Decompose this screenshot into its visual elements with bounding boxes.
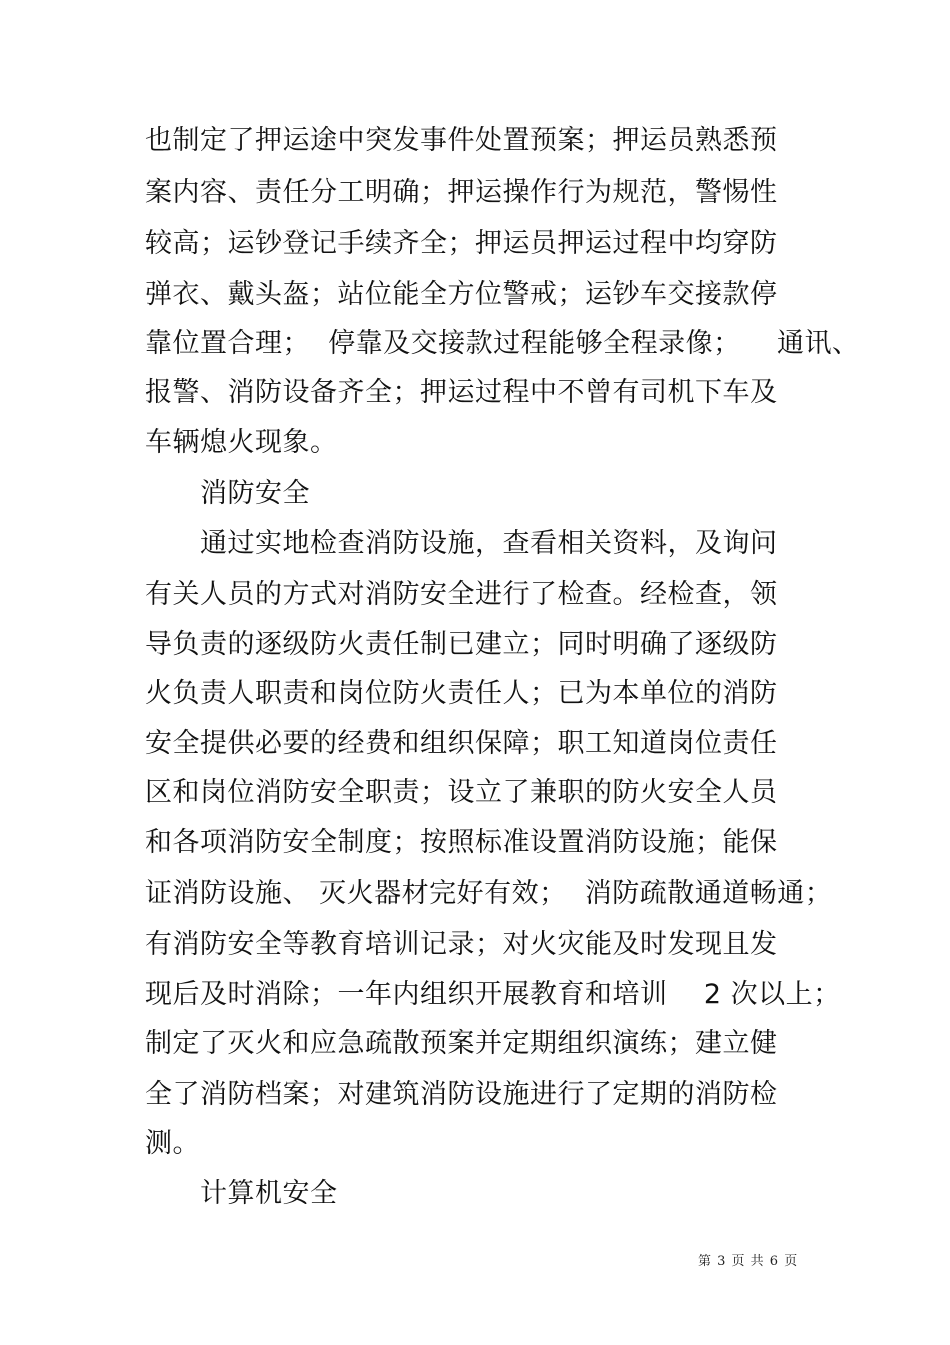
paragraph-2-line-8: 证消防设施、 灭火器材完好有效； 消防疏散通道畅通； — [145, 878, 833, 909]
section-heading-computer-safety: 计算机安全 — [200, 1178, 338, 1209]
paragraph-2-line-11: 制定了灭火和应急疏散预案并定期组织演练；建立健 — [145, 1028, 778, 1059]
paragraph-2-line-10: 现后及时消除；一年内组织开展教育和培训 2 次以上； — [145, 979, 841, 1010]
section-heading-fire-safety: 消防安全 — [200, 478, 310, 509]
paragraph-1-line-1: 也制定了押运途中突发事件处置预案；押运员熟悉预 — [145, 125, 778, 156]
paragraph-2-line-3: 导负责的逐级防火责任制已建立；同时明确了逐级防 — [145, 629, 778, 660]
paragraph-2-line-7: 和各项消防安全制度；按照标准设置消防设施；能保 — [145, 827, 778, 858]
paragraph-1-line-2: 案内容、责任分工明确；押运操作行为规范，警惕性 — [145, 177, 778, 208]
paragraph-2-line-4: 火负责人职责和岗位防火责任人；已为本单位的消防 — [145, 678, 778, 709]
paragraph-1-line-3: 较高；运钞登记手续齐全；押运员押运过程中均穿防 — [145, 228, 778, 259]
paragraph-1-line-5: 靠位置合理； 停靠及交接款过程能够全程录像； 通讯、 — [145, 328, 860, 359]
paragraph-1-line-7: 车辆熄火现象。 — [145, 427, 338, 458]
paragraph-2-line-6: 区和岗位消防安全职责；设立了兼职的防火安全人员 — [145, 777, 778, 808]
paragraph-1-line-6: 报警、消防设备齐全；押运过程中不曾有司机下车及 — [145, 377, 778, 408]
paragraph-2-line-1: 通过实地检查消防设施，查看相关资料，及询问 — [200, 528, 778, 559]
paragraph-2-line-2: 有关人员的方式对消防安全进行了检查。经检查，领 — [145, 579, 778, 610]
page-number-footer: 第 3 页 共 6 页 — [698, 1254, 799, 1269]
paragraph-2-line-5: 安全提供必要的经费和组织保障；职工知道岗位责任 — [145, 728, 778, 759]
paragraph-2-line-12: 全了消防档案；对建筑消防设施进行了定期的消防检 — [145, 1079, 778, 1110]
paragraph-2-line-9: 有消防安全等教育培训记录；对火灾能及时发现且发 — [145, 929, 778, 960]
paragraph-2-line-13: 测。 — [145, 1128, 200, 1159]
paragraph-1-line-4: 弹衣、戴头盔；站位能全方位警戒；运钞车交接款停 — [145, 279, 778, 310]
